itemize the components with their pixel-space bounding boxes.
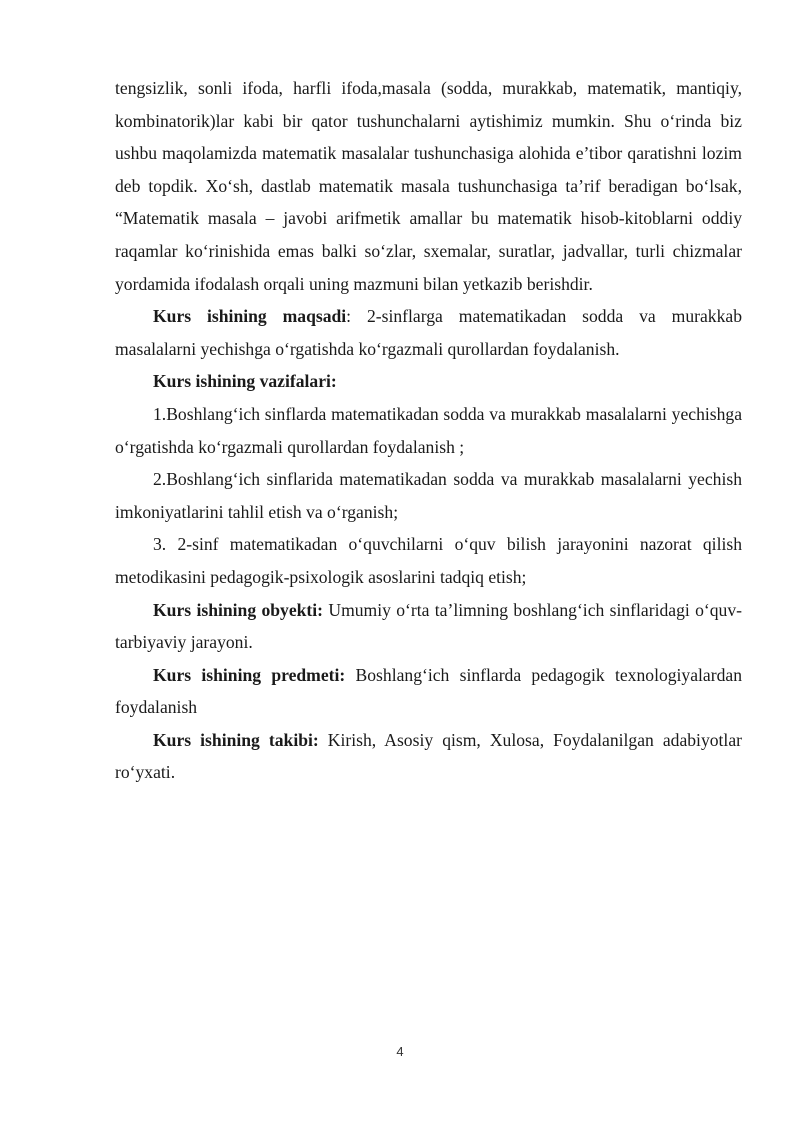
- object-paragraph: [115, 594, 742, 659]
- task-item: 3. 2-sinf matematikadan o‘quvchilarni o‘quv bilish jarayonini nazorat qilish metodikasini pedagogik-psixologik asoslarini tadqiq etish;: [115, 534, 742, 587]
- task-item: 1.Boshlang‘ich sinflarda matematikadan sodda va murakkab masalalarni yechishga o‘rgatishda ko‘rgazmali qurollardan foydalanish ;: [115, 403, 742, 457]
- structure-paragraph: [115, 724, 742, 789]
- document-body: [115, 72, 742, 789]
- structure-text: Kirish, Asosiy qism, Xulosa, Foydalanilgan adabiyotlar ro‘yxati.: [115, 729, 742, 783]
- subject-label: Kurs ishining predmeti:: [153, 664, 346, 685]
- subject-paragraph: [115, 659, 742, 724]
- task-item: 2.Boshlang‘ich sinflarida matematikadan sodda va murakkab masalalarni yechish imkoniyatlarini tahlil etish va o‘rganish;: [115, 469, 742, 522]
- page-number: 4: [396, 1044, 404, 1059]
- goal-paragraph: [115, 300, 742, 365]
- subject-text: Boshlang‘ich sinflarda pedagogik texnologiyalardan foydalanish: [115, 664, 742, 718]
- tasks-heading: Kurs ishining vazifalari:: [153, 371, 337, 392]
- goal-label: Kurs ishining maqsadi: [153, 306, 347, 327]
- intro-paragraph: tengsizlik, sonli ifoda, harfli ifoda,masala (sodda, murakkab, matematik, mantiqiy, kombinatorik)lar kabi bir qator tushunchalarni aytishimiz mumkin. Shu o‘rinda biz ushbu maqolamizda matematik masalalar tushunchasiga alohida e’tibor qaratishni lozim deb topdik. Xo‘sh, dastlab matematik masala tushunchasiga ta’rif beradigan bo‘lsak, “Matematik masala – javobi arifmetik amallar bu matematik hisob-kitoblarni oddiy raqamlar ko‘rinishida emas balki so‘zlar, sxemalar, suratlar, jadvallar, turli chizmalar yordamida ifodalash orqali uning mazmuni bilan yetkazib berishdir.: [115, 78, 742, 294]
- goal-text: : 2-sinflarga matematikadan sodda va murakkab masalalarni yechishga o‘rgatishda ko‘rgazmali qurollardan foydalanish.: [115, 306, 742, 359]
- object-text: Umumiy o‘rta ta’limning boshlang‘ich sinflaridagi o‘quv-tarbiyaviy jarayoni.: [115, 599, 742, 653]
- object-label: Kurs ishining obyekti:: [153, 599, 324, 620]
- structure-label: Kurs ishining takibi:: [153, 729, 319, 750]
- tasks-heading-paragraph: [115, 365, 742, 398]
